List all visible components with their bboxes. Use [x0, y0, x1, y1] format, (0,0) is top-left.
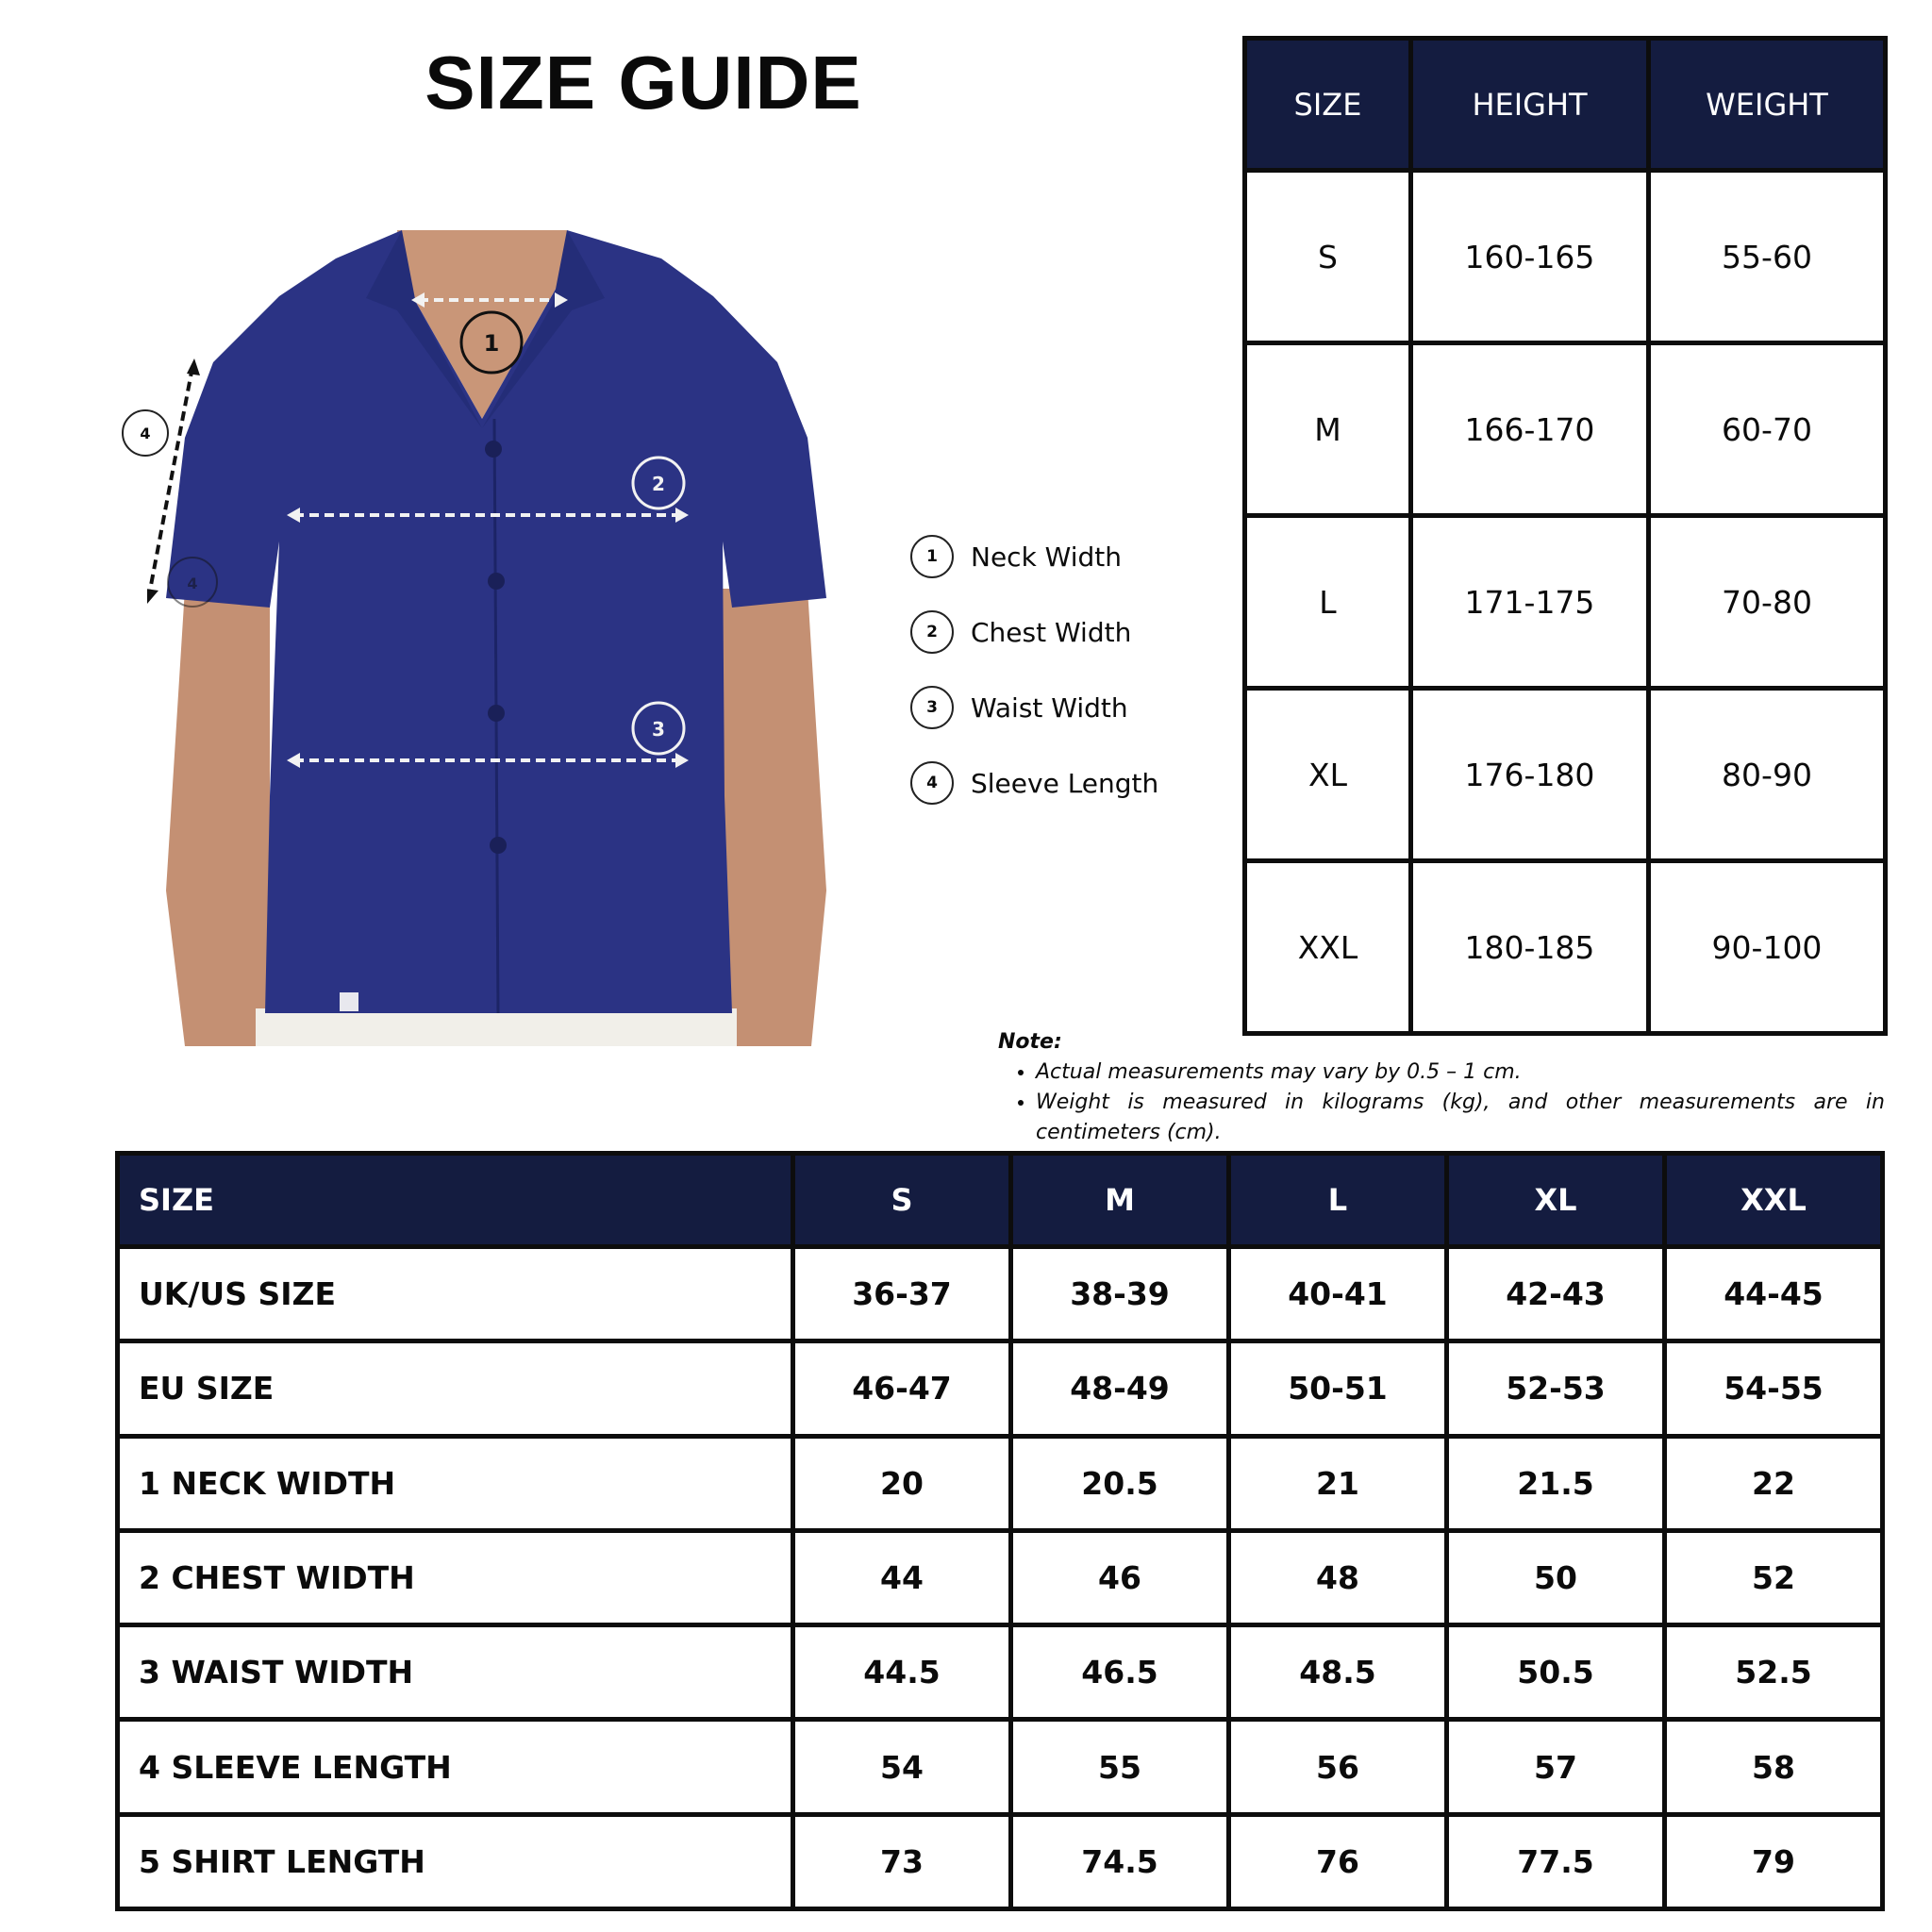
- table-cell: 180-185: [1411, 861, 1649, 1034]
- table-cell: 50.5: [1447, 1625, 1665, 1720]
- table-cell: 60-70: [1649, 343, 1886, 516]
- table-cell: 21: [1229, 1436, 1447, 1530]
- table-cell: 52: [1665, 1530, 1883, 1624]
- legend-label: Sleeve Length: [971, 767, 1159, 799]
- table-cell: 44.5: [793, 1625, 1011, 1720]
- sleeve-marker-label: 4: [140, 424, 151, 442]
- measurement-note: [998, 1027, 1885, 1148]
- table-cell: 44-45: [1665, 1247, 1883, 1341]
- table-cell: 54-55: [1665, 1341, 1883, 1436]
- table-cell: XL: [1245, 689, 1411, 861]
- table-cell: 55-60: [1649, 171, 1886, 343]
- row-label: UK/US SIZE: [118, 1247, 793, 1341]
- marker-1-label: 1: [483, 330, 500, 357]
- table-cell: S: [1245, 171, 1411, 343]
- table-cell: 46.5: [1011, 1625, 1229, 1720]
- page-title: SIZE GUIDE: [425, 41, 862, 125]
- legend-number: 4: [910, 761, 954, 805]
- marker-3-label: 3: [652, 718, 665, 741]
- legend-item: [910, 535, 1122, 578]
- legend-label: Waist Width: [971, 691, 1128, 724]
- table-cell: 48.5: [1229, 1625, 1447, 1720]
- column-header: S: [793, 1154, 1011, 1247]
- note-item: • Weight is measured in kilograms (kg), and other measurements are in centimeters (cm).: [1036, 1088, 1885, 1148]
- table-cell: 42-43: [1447, 1247, 1665, 1341]
- table-cell: 40-41: [1229, 1247, 1447, 1341]
- table-cell: 50: [1447, 1530, 1665, 1624]
- table-cell: 48: [1229, 1530, 1447, 1624]
- legend-label: Neck Width: [971, 541, 1123, 573]
- table-cell: 79: [1665, 1814, 1883, 1908]
- table-row: [118, 1814, 1883, 1908]
- table-cell: 52.5: [1665, 1625, 1883, 1720]
- column-header: XL: [1447, 1154, 1665, 1247]
- column-header: HEIGHT: [1411, 39, 1649, 171]
- table-row: [118, 1247, 1883, 1341]
- marker-2-label: 2: [652, 473, 665, 495]
- table-row: [118, 1530, 1883, 1624]
- table-row: [118, 1436, 1883, 1530]
- legend-item: [910, 761, 1158, 805]
- table-cell: 55: [1011, 1720, 1229, 1814]
- table-cell: 74.5: [1011, 1814, 1229, 1908]
- table-cell: 50-51: [1229, 1341, 1447, 1436]
- column-header: WEIGHT: [1649, 39, 1886, 171]
- note-title: Note:: [998, 1030, 1062, 1054]
- row-label: 5 SHIRT LENGTH: [118, 1814, 793, 1908]
- table-row: [1245, 516, 1886, 689]
- table-row: [1245, 689, 1886, 861]
- table-row: [118, 1625, 1883, 1720]
- table-cell: XXL: [1245, 861, 1411, 1034]
- table-cell: 73: [793, 1814, 1011, 1908]
- table-cell: 166-170: [1411, 343, 1649, 516]
- table-cell: 52-53: [1447, 1341, 1665, 1436]
- table-cell: 90-100: [1649, 861, 1886, 1034]
- note-item: • Actual measurements may vary by 0.5 – 1 cm.: [1036, 1058, 1885, 1088]
- table-cell: 80-90: [1649, 689, 1886, 861]
- table-cell: 46-47: [793, 1341, 1011, 1436]
- marker-4-label: 4: [187, 575, 198, 592]
- height-weight-table: [1242, 36, 1888, 1036]
- table-cell: M: [1245, 343, 1411, 516]
- table-cell: 76: [1229, 1814, 1447, 1908]
- table-cell: 44: [793, 1530, 1011, 1624]
- shirt-photo: [147, 230, 849, 1046]
- legend-item: [910, 686, 1128, 729]
- row-label: 2 CHEST WIDTH: [118, 1530, 793, 1624]
- row-label: 1 NECK WIDTH: [118, 1436, 793, 1530]
- table-cell: 48-49: [1011, 1341, 1229, 1436]
- table-header-row: [1245, 39, 1886, 171]
- row-label: EU SIZE: [118, 1341, 793, 1436]
- column-header: XXL: [1665, 1154, 1883, 1247]
- column-header: SIZE: [118, 1154, 793, 1247]
- table-row: [1245, 343, 1886, 516]
- table-row: [118, 1720, 1883, 1814]
- table-cell: L: [1245, 516, 1411, 689]
- table-cell: 20.5: [1011, 1436, 1229, 1530]
- table-cell: 70-80: [1649, 516, 1886, 689]
- row-label: 3 WAIST WIDTH: [118, 1625, 793, 1720]
- legend-number: 1: [910, 535, 954, 578]
- table-cell: 58: [1665, 1720, 1883, 1814]
- table-row: [1245, 861, 1886, 1034]
- table-cell: 77.5: [1447, 1814, 1665, 1908]
- legend-item: [910, 610, 1131, 654]
- legend-label: Chest Width: [971, 616, 1132, 648]
- table-header-row: [118, 1154, 1883, 1247]
- table-cell: 57: [1447, 1720, 1665, 1814]
- table-row: [1245, 171, 1886, 343]
- table-row: [118, 1341, 1883, 1436]
- table-cell: 36-37: [793, 1247, 1011, 1341]
- size-chart-table: [115, 1151, 1885, 1911]
- table-cell: 46: [1011, 1530, 1229, 1624]
- table-cell: 54: [793, 1720, 1011, 1814]
- table-cell: 171-175: [1411, 516, 1649, 689]
- legend-number: 2: [910, 610, 954, 654]
- table-cell: 160-165: [1411, 171, 1649, 343]
- table-cell: 56: [1229, 1720, 1447, 1814]
- row-label: 4 SLEEVE LENGTH: [118, 1720, 793, 1814]
- column-header: M: [1011, 1154, 1229, 1247]
- table-cell: 21.5: [1447, 1436, 1665, 1530]
- table-cell: 176-180: [1411, 689, 1649, 861]
- column-header: L: [1229, 1154, 1447, 1247]
- legend-number: 3: [910, 686, 954, 729]
- table-cell: 22: [1665, 1436, 1883, 1530]
- sleeve-marker: [122, 409, 169, 457]
- column-header: SIZE: [1245, 39, 1411, 171]
- table-cell: 20: [793, 1436, 1011, 1530]
- table-cell: 38-39: [1011, 1247, 1229, 1341]
